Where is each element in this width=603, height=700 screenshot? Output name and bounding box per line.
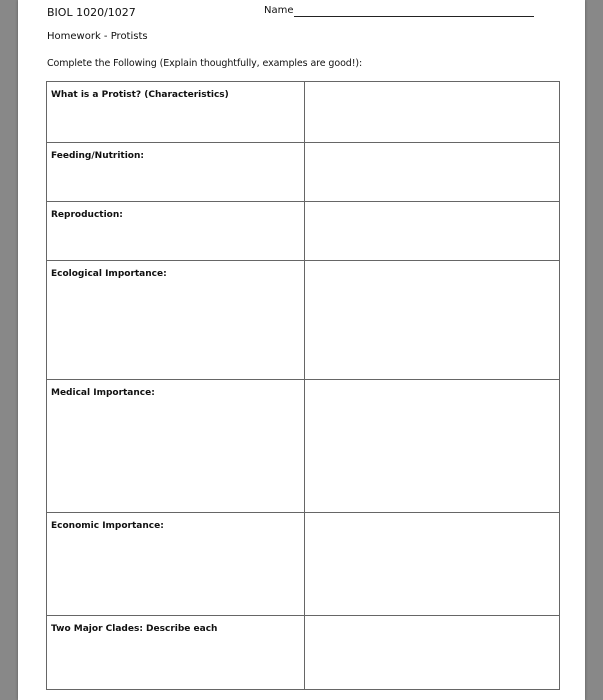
worksheet-table — [46, 81, 560, 690]
row-label: Reproduction: — [51, 210, 123, 220]
row-label: Feeding/Nutrition: — [51, 151, 144, 161]
row-label: What is a Protist? (Characteristics) — [51, 90, 229, 100]
instructions-text: Complete the Following (Explain thoughtfully, examples are good!): — [47, 58, 363, 69]
answer-cell[interactable] — [305, 380, 560, 513]
table-row — [47, 380, 560, 513]
row-label: Two Major Clades: Describe each — [51, 624, 218, 634]
row-label-cell — [47, 380, 305, 513]
row-label-cell — [47, 513, 305, 616]
row-label: Economic Importance: — [51, 521, 164, 531]
row-label-cell — [47, 82, 305, 143]
answer-cell[interactable] — [305, 616, 560, 690]
worksheet-page — [18, 0, 585, 700]
name-label: Name — [264, 5, 294, 16]
answer-cell[interactable] — [305, 513, 560, 616]
table-row — [47, 616, 560, 690]
row-label-cell — [47, 202, 305, 261]
row-label-cell — [47, 143, 305, 202]
answer-cell[interactable] — [305, 261, 560, 380]
row-label-cell — [47, 616, 305, 690]
table-row — [47, 513, 560, 616]
answer-cell[interactable] — [305, 143, 560, 202]
name-blank-line — [294, 16, 534, 17]
row-label-cell — [47, 261, 305, 380]
answer-cell[interactable] — [305, 202, 560, 261]
row-label: Ecological Importance: — [51, 269, 167, 279]
answer-cell[interactable] — [305, 82, 560, 143]
table-row — [47, 202, 560, 261]
table-row — [47, 82, 560, 143]
assignment-title: Homework - Protists — [47, 31, 148, 42]
row-label: Medical Importance: — [51, 388, 155, 398]
course-code: BIOL 1020/1027 — [47, 6, 136, 19]
table-row — [47, 261, 560, 380]
table-row — [47, 143, 560, 202]
